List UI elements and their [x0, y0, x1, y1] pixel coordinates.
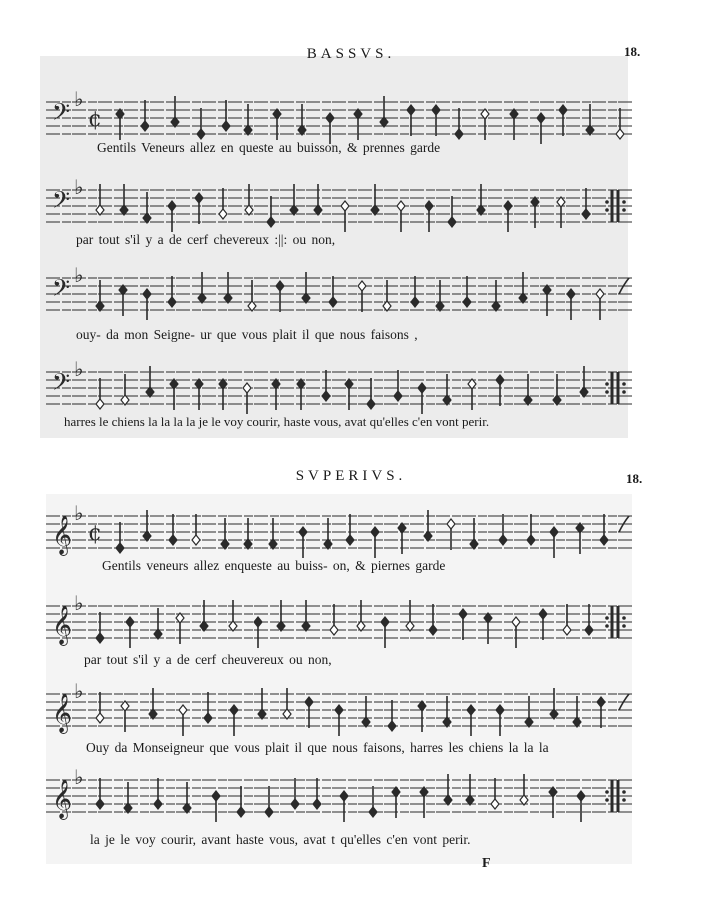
note-head [96, 399, 104, 409]
note-head [367, 399, 375, 409]
folio-signature: F [482, 856, 491, 871]
note-head [600, 535, 608, 545]
music-staff [0, 263, 702, 328]
lyric-line: par tout s'il y a de cerf chevereux :||: ou non, [76, 232, 336, 247]
lyric-line: harres le chiens la la la la je le voy courir, haste vous, avat qu'elles c'en vont perir. [64, 414, 490, 429]
bass-clef-icon: 𝄢 [52, 368, 71, 401]
repeat-dot [622, 798, 626, 802]
cut-time-icon: ¢ [88, 521, 102, 546]
flat-sign-icon: ♭ [74, 591, 84, 615]
note-head [577, 791, 585, 801]
note-head [291, 799, 299, 809]
note-head [537, 113, 545, 123]
note-head [563, 625, 571, 635]
repeat-dot [605, 616, 609, 620]
lyric-line: Ouy da Monseigneur que vous plait il que nous faisons, harres les chiens la la la [86, 740, 549, 755]
page-number: 18. [624, 44, 641, 59]
page-number: 18. [626, 471, 643, 486]
note-head [567, 289, 575, 299]
note-head [340, 791, 348, 801]
note-head [582, 209, 590, 219]
repeat-dot [605, 390, 609, 394]
bass-clef-icon: 𝄢 [52, 186, 71, 219]
note-head [219, 209, 227, 219]
repeat-dot [622, 208, 626, 212]
flat-sign-icon: ♭ [74, 175, 84, 199]
repeat-dot [622, 616, 626, 620]
note-head [237, 807, 245, 817]
note-head [539, 609, 547, 619]
note-head [96, 799, 104, 809]
note-head [335, 705, 343, 715]
note-head [143, 289, 151, 299]
treble-clef-icon: 𝄞 [52, 515, 73, 555]
note-head [197, 129, 205, 139]
note-head [276, 281, 284, 291]
note-head [550, 527, 558, 537]
note-head [504, 201, 512, 211]
lyric-line: par tout s'il y a de cerf cheuvereux ou non, [84, 652, 332, 667]
note-head [394, 391, 402, 401]
flat-sign-icon: ♭ [74, 87, 84, 111]
note-head [596, 289, 604, 299]
note-head [212, 791, 220, 801]
note-head [116, 543, 124, 553]
note-head [616, 129, 624, 139]
note-head [371, 527, 379, 537]
note-head [455, 129, 463, 139]
music-staff [0, 591, 702, 656]
repeat-dot [622, 790, 626, 794]
repeat-dot [605, 790, 609, 794]
note-head [254, 617, 262, 627]
lyric-line: la je le voy courir, avant haste vous, avat t qu'elles c'en vont perir. [90, 832, 471, 847]
note-head [425, 201, 433, 211]
note-head [326, 113, 334, 123]
note-head [407, 105, 415, 115]
repeat-dot [605, 382, 609, 386]
note-head [512, 617, 520, 627]
note-head [381, 617, 389, 627]
note-head [397, 201, 405, 211]
music-staff [0, 765, 702, 830]
part-title: BASSVS. [306, 46, 396, 62]
note-head [330, 625, 338, 635]
note-head [527, 535, 535, 545]
flat-sign-icon: ♭ [74, 263, 84, 287]
note-head [597, 697, 605, 707]
flat-sign-icon: ♭ [74, 501, 84, 525]
note-head [499, 535, 507, 545]
note-head [432, 105, 440, 115]
flat-sign-icon: ♭ [74, 679, 84, 703]
note-head [388, 721, 396, 731]
note-head [168, 297, 176, 307]
lyric-line: ouy- da mon Seigne- ur que vous plait il que nous faisons , [76, 327, 418, 342]
note-head [496, 705, 504, 715]
repeat-dot [622, 382, 626, 386]
music-staff [0, 175, 702, 240]
note-head [329, 297, 337, 307]
bassus-page [0, 0, 702, 440]
treble-clef-icon: 𝄞 [52, 693, 73, 733]
note-head [429, 625, 437, 635]
note-head [243, 383, 251, 393]
flat-sign-icon: ♭ [74, 765, 84, 789]
flat-sign-icon: ♭ [74, 357, 84, 381]
note-head [168, 201, 176, 211]
repeat-dot [622, 390, 626, 394]
note-head [358, 281, 366, 291]
note-head [126, 617, 134, 627]
note-head [369, 807, 377, 817]
music-staff [0, 501, 702, 566]
note-head [192, 535, 200, 545]
bass-clef-icon: 𝄢 [52, 274, 71, 307]
lyric-line: Gentils veneurs allez enqueste au buiss- on, & piernes garde [102, 558, 446, 573]
note-head [96, 713, 104, 723]
note-head [313, 799, 321, 809]
note-head [341, 201, 349, 211]
note-head [467, 705, 475, 715]
note-head [459, 609, 467, 619]
note-head [230, 705, 238, 715]
repeat-dot [605, 200, 609, 204]
bass-clef-icon: 𝄢 [52, 98, 71, 131]
note-head [496, 375, 504, 385]
music-staff [0, 357, 702, 422]
note-head [448, 217, 456, 227]
note-head [411, 297, 419, 307]
music-staff [0, 679, 702, 744]
note-head [195, 193, 203, 203]
repeat-dot [622, 200, 626, 204]
repeat-dot [605, 624, 609, 628]
note-head [346, 535, 354, 545]
note-head [585, 625, 593, 635]
note-head [299, 527, 307, 537]
note-head [322, 391, 330, 401]
note-head [169, 535, 177, 545]
part-title: SVPERIVS. [295, 468, 407, 484]
note-head [179, 705, 187, 715]
note-head [154, 799, 162, 809]
superius-page [0, 458, 702, 907]
note-head [491, 799, 499, 809]
repeat-dot [605, 798, 609, 802]
treble-clef-icon: 𝄞 [52, 779, 73, 819]
note-head [96, 633, 104, 643]
cut-time-icon: ¢ [88, 107, 102, 132]
note-head [141, 121, 149, 131]
lyric-line: Gentils Veneurs allez en queste au buisson, & prennes garde [97, 140, 441, 155]
note-head [222, 121, 230, 131]
treble-clef-icon: 𝄞 [52, 605, 73, 645]
note-head [418, 383, 426, 393]
note-head [204, 713, 212, 723]
note-head [267, 217, 275, 227]
note-head [265, 807, 273, 817]
repeat-dot [622, 624, 626, 628]
note-head [559, 105, 567, 115]
repeat-dot [605, 208, 609, 212]
note-head [447, 519, 455, 529]
note-head [463, 297, 471, 307]
note-head [305, 697, 313, 707]
